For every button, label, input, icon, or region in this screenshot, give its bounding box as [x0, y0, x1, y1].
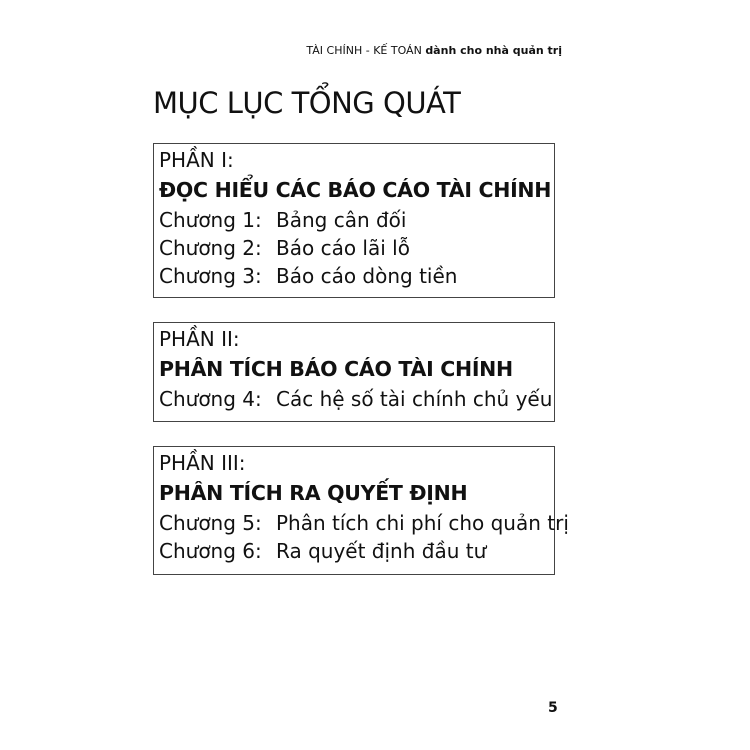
chapter-title: Bảng cân đối [276, 208, 407, 232]
part-label: PHẦN II: [159, 327, 240, 351]
chapter-title: Báo cáo dòng tiền [276, 264, 458, 288]
toc-entry [159, 537, 554, 565]
part-heading: ĐỌC HIỂU CÁC BÁO CÁO TÀI CHÍNH [159, 178, 552, 202]
header-series: TÀI CHÍNH - KẾ TOÁN [306, 44, 422, 57]
part-heading: PHÂN TÍCH RA QUYẾT ĐỊNH [159, 481, 468, 505]
page-number: 5 [548, 700, 558, 716]
running-header [306, 44, 562, 57]
toc-entry [159, 234, 554, 262]
toc-entry [159, 262, 554, 290]
part-3-box [153, 446, 569, 575]
chapter-title: Ra quyết định đầu tư [276, 539, 487, 563]
page-title: MỤC LỤC TỔNG QUÁT [153, 86, 461, 120]
chapter-number: Chương 4: [159, 387, 262, 411]
header-subtitle: dành cho nhà quản trị [425, 44, 562, 57]
toc-entry [159, 385, 554, 413]
chapter-number: Chương 2: [159, 236, 262, 260]
chapter-number: Chương 3: [159, 264, 262, 288]
toc-entry [159, 206, 554, 234]
chapter-number: Chương 6: [159, 539, 262, 563]
part-2-box [153, 322, 555, 422]
toc-entry [159, 509, 569, 537]
part-1-box [153, 143, 555, 298]
chapter-title: Phân tích chi phí cho quản trị [276, 511, 569, 535]
chapter-number: Chương 5: [159, 511, 262, 535]
chapter-title: Các hệ số tài chính chủ yếu [276, 387, 553, 411]
part-label: PHẦN III: [159, 451, 246, 475]
part-label: PHẦN I: [159, 148, 234, 172]
chapter-title: Báo cáo lãi lỗ [276, 236, 410, 260]
part-heading: PHÂN TÍCH BÁO CÁO TÀI CHÍNH [159, 357, 513, 381]
chapter-number: Chương 1: [159, 208, 262, 232]
